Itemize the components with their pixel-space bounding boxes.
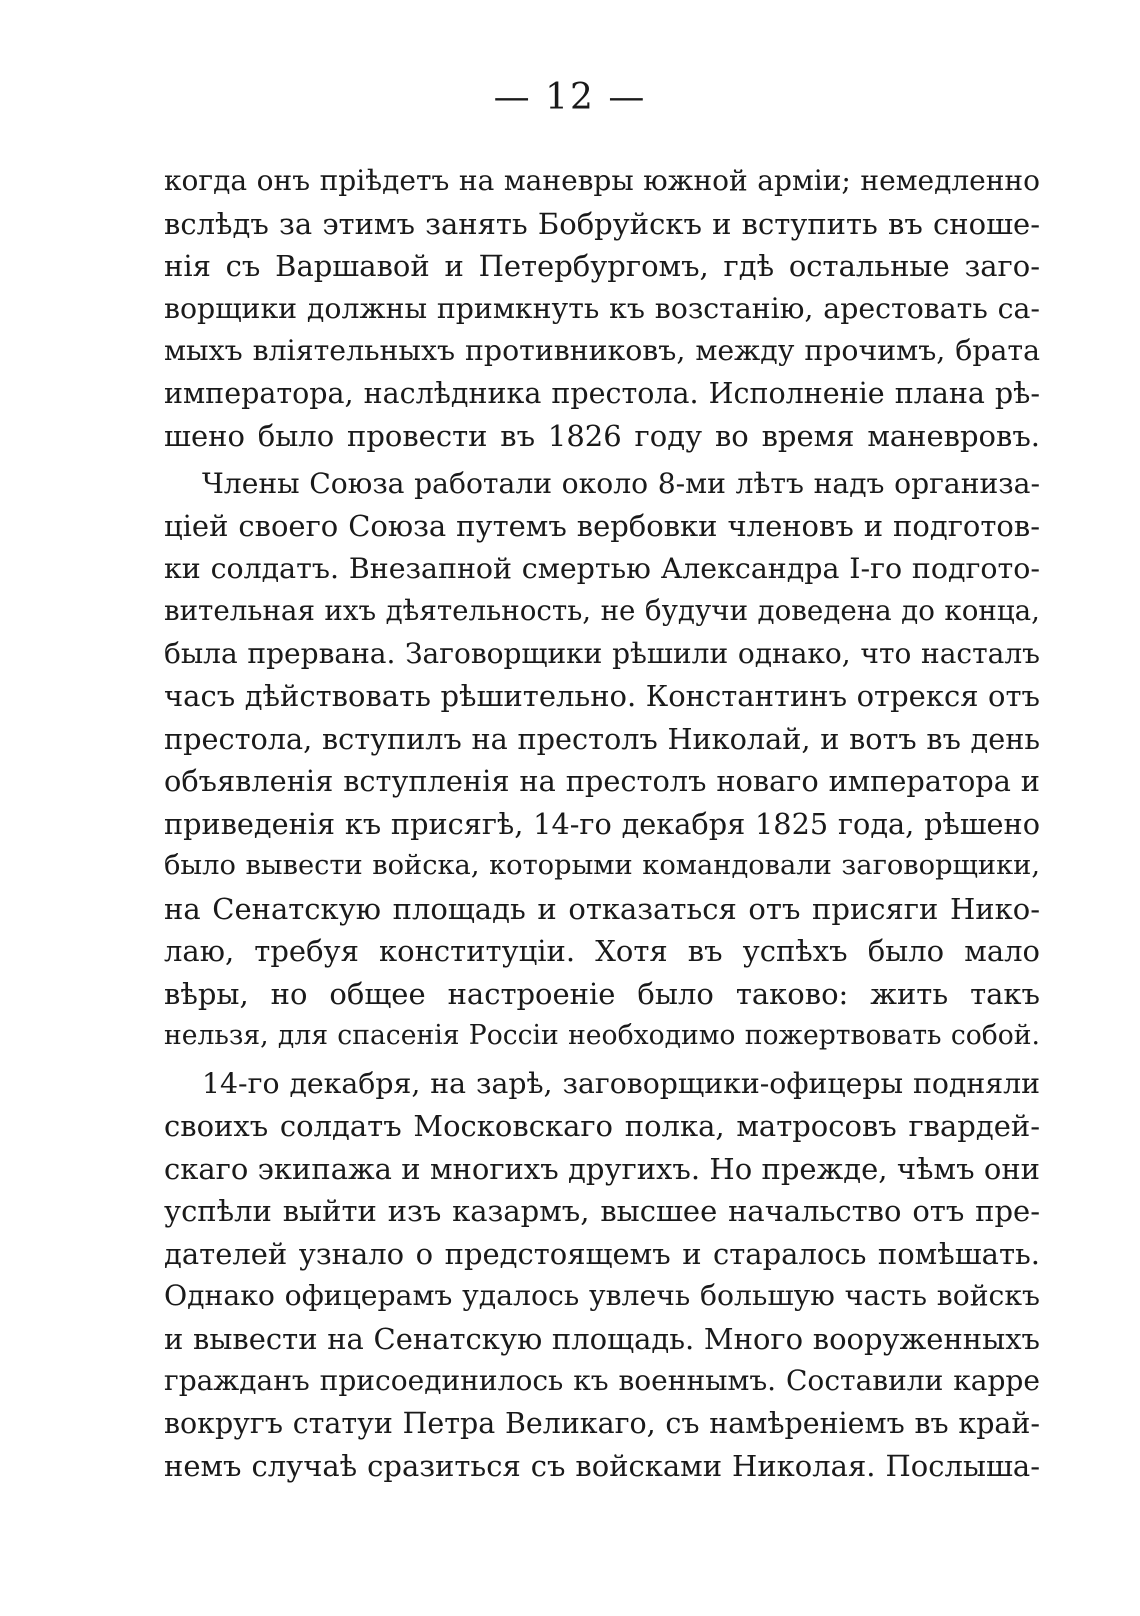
text-line: была прервана. Заговорщики рѣшили однако, что насталъ	[164, 636, 1040, 670]
paragraph-3	[164, 1063, 1040, 1488]
text-line: мыхъ вліятельныхъ противниковъ, между прочимъ, брата	[164, 334, 1040, 367]
text-line: Однако офицерамъ удалось увлечь большую часть войскъ	[164, 1279, 1040, 1312]
text-line: нельзя, для спасенія Россіи необходимо пожертвовать собой.	[164, 1020, 1040, 1051]
text-line: часъ дѣйствовать рѣшительно. Константинъ отрекся отъ	[164, 679, 1040, 713]
text-line: приведенія къ присягѣ, 14-го декабря 1825 года, рѣшено	[164, 806, 1040, 841]
text-line: гражданъ присоединилось къ военнымъ. Составили карре	[164, 1364, 1040, 1397]
text-line: вокругъ статуи Петра Великаго, съ намѣреніемъ въ край-	[164, 1406, 1040, 1440]
paragraph-2	[164, 463, 1040, 1058]
text-line: на Сенатскую площадь и отказаться отъ присяги Нико-	[164, 891, 1040, 926]
text-line: шено было провести въ 1826 году во время маневровъ.	[164, 419, 1040, 453]
text-line: Члены Союза работали около 8-ми лѣтъ надъ организа-	[202, 466, 1040, 500]
text-line: престола, вступилъ на престолъ Николай, и вотъ въ день	[164, 721, 1040, 756]
text-line: дателей узнало о предстоящемъ и старалось помѣшать.	[164, 1236, 1040, 1271]
text-line: вслѣдъ за этимъ занять Бобруйскъ и вступить въ сноше-	[164, 206, 1040, 241]
text-line: нія съ Варшавой и Петербургомъ, гдѣ остальные заго-	[164, 249, 1040, 283]
text-line: своихъ солдатъ Московскаго полка, матросовъ гвардей-	[164, 1109, 1040, 1143]
text-line: лаю, требуя конституціи. Хотя въ успѣхъ было мало	[164, 934, 1040, 968]
text-line: было вывести войска, которыми командовали заговорщики,	[164, 850, 1040, 881]
text-line: 14-го декабря, на зарѣ, заговорщики-офицеры подняли	[202, 1066, 1040, 1100]
text-line: ворщики должны примкнуть къ возстанію, арестовать са-	[164, 291, 1040, 325]
text-line: ки солдатъ. Внезапной смертью Александра I-го подгото-	[164, 551, 1040, 585]
paragraph-1	[164, 160, 1040, 458]
text-line: императора, наслѣдника престола. Исполненіе плана рѣ-	[164, 376, 1040, 410]
text-line: скаго экипажа и многихъ другихъ. Но прежде, чѣмъ они	[164, 1151, 1040, 1186]
page-number: — 12 —	[493, 77, 647, 118]
text-line: вѣры, но общее настроеніе было таково: жить такъ	[164, 976, 1040, 1011]
text-line: и вывести на Сенатскую площадь. Много вооруженныхъ	[164, 1321, 1040, 1356]
text-line: вительная ихъ дѣятельность, не будучи доведена до конца,	[164, 594, 1040, 627]
text-line: когда онъ пріѣдетъ на маневры южной арміи; немедленно	[164, 164, 1040, 197]
text-line: ціей своего Союза путемъ вербовки членовъ и подготов-	[164, 509, 1040, 543]
body-text	[164, 160, 1040, 1488]
text-line: объявленія вступленія на престолъ новаго императора и	[164, 764, 1040, 798]
text-line: немъ случаѣ сразиться съ войсками Николая. Послыша-	[164, 1449, 1040, 1483]
text-line: успѣли выйти изъ казармъ, высшее начальство отъ пре-	[164, 1194, 1040, 1228]
